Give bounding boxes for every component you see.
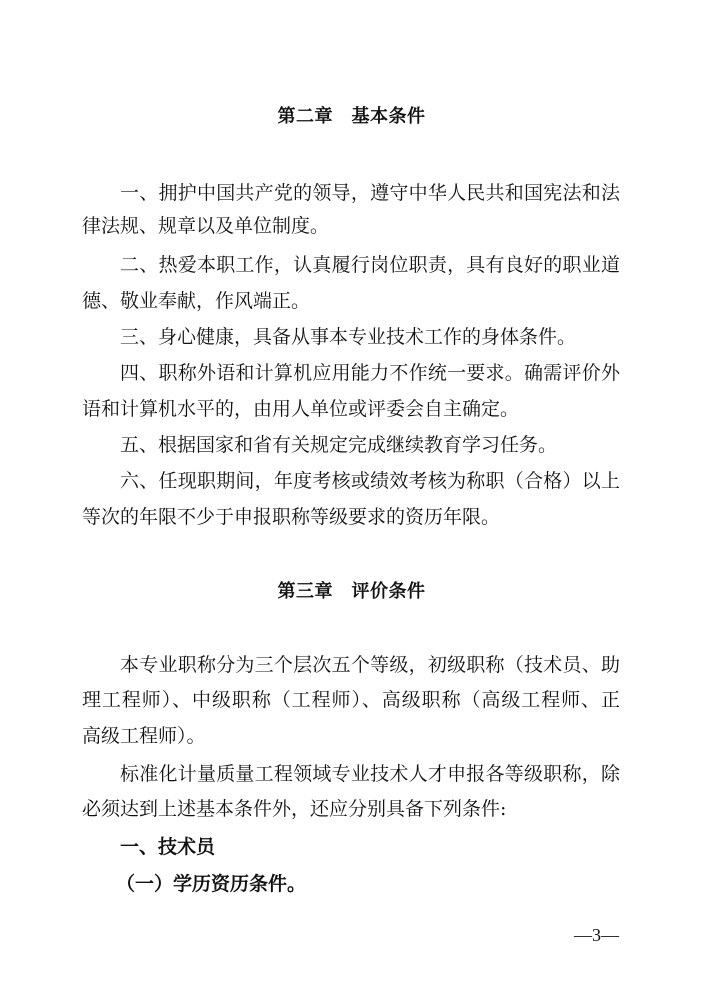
item-1-line-2: 律法规、规章以及单位制度。	[82, 215, 330, 237]
section-1-heading: 一、技术员	[120, 836, 216, 858]
item-6-line-2: 等次的年限不少于申报职称等级要求的资历年限。	[82, 506, 501, 528]
item-2-line-1: 二、热爱本职工作，认真履行岗位职责，具有良好的职业道	[120, 254, 620, 276]
item-4-line-2: 语和计算机水平的，由用人单位或评委会自主确定。	[82, 398, 520, 420]
para-2-line-2: 必须达到上述基本条件外，还应分别具备下列条件:	[82, 798, 507, 820]
para-1-line-3: 高级工程师）。	[82, 725, 206, 747]
subsection-1-heading: （一）学历资历条件。	[116, 873, 307, 895]
page-number: —3—	[574, 925, 619, 945]
para-1-line-2: 理工程师）、中级职称（工程师）、高级职称（高级工程师、正	[82, 689, 620, 711]
item-6-line-1: 六、任现职期间，年度考核或绩效考核为称职（合格）以上	[120, 470, 620, 492]
item-2-line-2: 德、敬业奉献，作风端正。	[82, 290, 311, 312]
chapter-3-title: 第三章 评价条件	[277, 581, 426, 602]
para-1-line-1: 本专业职称分为三个层次五个等级，初级职称（技术员、助	[120, 654, 620, 676]
item-1-line-1: 一、拥护中国共产党的领导，遵守中华人民共和国宪法和法	[120, 182, 620, 204]
chapter-2-title: 第二章 基本条件	[277, 106, 426, 127]
item-4-line-1: 四、职称外语和计算机应用能力不作统一要求。确需评价外	[120, 362, 620, 384]
item-3-line-1: 三、身心健康，具备从事本专业技术工作的身体条件。	[120, 326, 577, 348]
item-5-line-1: 五、根据国家和省有关规定完成继续教育学习任务。	[120, 434, 558, 456]
para-2-line-1: 标准化计量质量工程领域专业技术人才申报各等级职称，除	[120, 763, 620, 785]
